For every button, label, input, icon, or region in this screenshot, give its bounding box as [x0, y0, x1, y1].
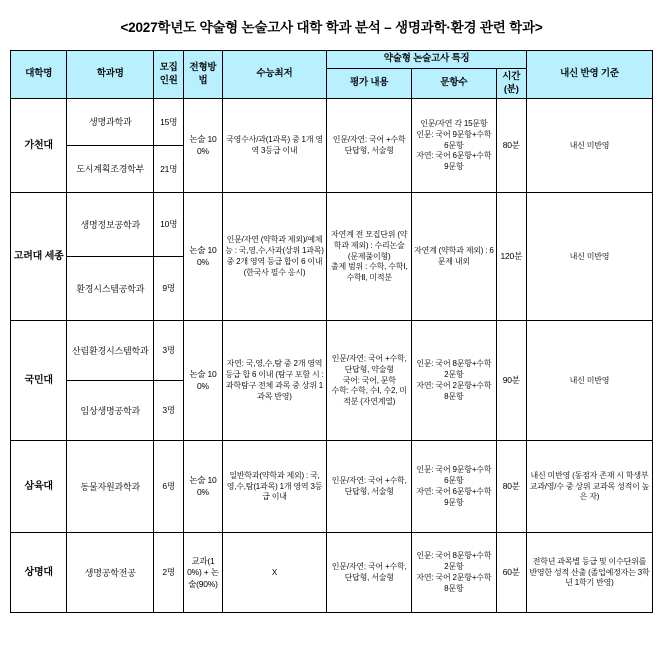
cell-quota: 2명: [154, 533, 184, 613]
cell-csat-min: 자연: 국,영,수,탐 중 2개 영역 등급 합 6 이내 (탐구 포함 시 : 과학탐구 전체 과목 중 상위 1과목 반영): [222, 321, 327, 441]
cell-method: 논술 100%: [184, 99, 222, 193]
cell-eval-content: 인문/자연: 국어 +수학, 단답형, 서술형: [327, 533, 412, 613]
cell-department: 산림환경시스템학과: [67, 321, 154, 381]
cell-quota: 9명: [154, 257, 184, 321]
cell-time: 80분: [496, 441, 526, 533]
cell-university: 삼육대: [11, 441, 67, 533]
cell-record: 내신 미반영 (동점자 존재 시 학생부 교과/영/수 중 상위 교과목 성적이 높은 자): [526, 441, 652, 533]
cell-quota: 15명: [154, 99, 184, 146]
cell-department: 동물자원과학과: [67, 441, 154, 533]
cell-record: 내신 미반영: [526, 99, 652, 193]
cell-quota: 10명: [154, 193, 184, 257]
cell-department: 생명공학전공: [67, 533, 154, 613]
cell-record: 내신 미반영: [526, 321, 652, 441]
header-quota: 모집인원: [154, 51, 184, 99]
cell-csat-min: 일반학과(약학과 제외) : 국,영,수,탐(1과목) 1개 영역 3등급 이내: [222, 441, 327, 533]
cell-time: 90분: [496, 321, 526, 441]
table-row: [11, 99, 653, 146]
cell-university: 상명대: [11, 533, 67, 613]
cell-eval-content: 인문/자연: 국어 +수학, 단답형, 약술형 국어: 국어, 문학 수학: 수학, 수Ⅰ, 수2, 미적분 (자연계열): [327, 321, 412, 441]
cell-record: 내신 미반영: [526, 193, 652, 321]
cell-time: 120분: [496, 193, 526, 321]
cell-method: 논술 100%: [184, 193, 222, 321]
cell-method: 논술 100%: [184, 441, 222, 533]
table-row: [11, 533, 653, 613]
cell-department: 생명정보공학과: [67, 193, 154, 257]
cell-quota: 3명: [154, 321, 184, 381]
header-time: 시간(분): [496, 68, 526, 99]
header-record: 내신 반영 기준: [526, 51, 652, 99]
cell-time: 80분: [496, 99, 526, 193]
cell-university: 가천대: [11, 99, 67, 193]
cell-quota: 3명: [154, 381, 184, 441]
header-eval-content: 평가 내용: [327, 68, 412, 99]
cell-department: 환경시스템공학과: [67, 257, 154, 321]
table-row: [11, 441, 653, 533]
header-method: 전형방법: [184, 51, 222, 99]
cell-csat-min: 인문/자연 (약학과 제외)/예체능 : 국,영,수,사과(상위 1과목) 중 2개 영역 등급 합이 6 이내 (한국사 필수 응시): [222, 193, 327, 321]
cell-eval-content: 자연계 전 모집단위 (약학과 제외) : 수리논술 (문제풀이형) 출제 범위 : 수학, 수학Ⅰ,수학Ⅱ, 미적분: [327, 193, 412, 321]
cell-time: 60분: [496, 533, 526, 613]
cell-item-count: 인문/자연 각 15문항 인문: 국어 9문항+수학 6문항 자연: 국어 6문항+수학 9문항: [412, 99, 497, 193]
table-row: [11, 321, 653, 381]
table-row: [11, 193, 653, 257]
cell-university: 고려대 세종: [11, 193, 67, 321]
cell-method: 논술 100%: [184, 321, 222, 441]
cell-eval-content: 인문/자연: 국어 +수학, 단답형, 서술형: [327, 441, 412, 533]
cell-item-count: 자연계 (약학과 제외) : 6문제 내외: [412, 193, 497, 321]
cell-item-count: 인문: 국어 8문항+수학 2문항 자연: 국어 2문항+수학 8문항: [412, 533, 497, 613]
cell-department: 도시계획조경학부: [67, 146, 154, 193]
cell-method: 교과(10%) + 논술(90%): [184, 533, 222, 613]
header-item-count: 문항수: [412, 68, 497, 99]
table-header: [11, 51, 653, 99]
cell-quota: 6명: [154, 441, 184, 533]
cell-quota: 21명: [154, 146, 184, 193]
cell-item-count: 인문: 국어 8문항+수학 2문항 자연: 국어 2문항+수학 8문항: [412, 321, 497, 441]
table-body: [11, 99, 653, 613]
cell-university: 국민대: [11, 321, 67, 441]
cell-department: 생명과학과: [67, 99, 154, 146]
header-essay-group: 약술형 논술고사 특징: [327, 51, 527, 69]
cell-department: 임상생명공학과: [67, 381, 154, 441]
table-header-row-1: [11, 51, 653, 69]
header-department: 학과명: [67, 51, 154, 99]
cell-item-count: 인문: 국어 9문항+수학 6문항 자연: 국어 6문항+수학 9문항: [412, 441, 497, 533]
page-title: <2027학년도 약술형 논술고사 대학 학과 분석 – 생명과학·환경 관련 학과>: [120, 20, 543, 35]
cell-eval-content: 인문/자연: 국어 +수학 단답형, 서술형: [327, 99, 412, 193]
analysis-table: [10, 50, 653, 613]
header-university: 대학명: [11, 51, 67, 99]
cell-record: 전학년 과목별 등급 및 이수단위를 반영한 성적 산출 (졸업예정자는 3학년 1학기 반영): [526, 533, 652, 613]
cell-csat-min: 국영수사/과(1과목) 중 1개 영역 3등급 이내: [222, 99, 327, 193]
header-csat-min: 수능최저: [222, 51, 327, 99]
cell-csat-min: X: [222, 533, 327, 613]
